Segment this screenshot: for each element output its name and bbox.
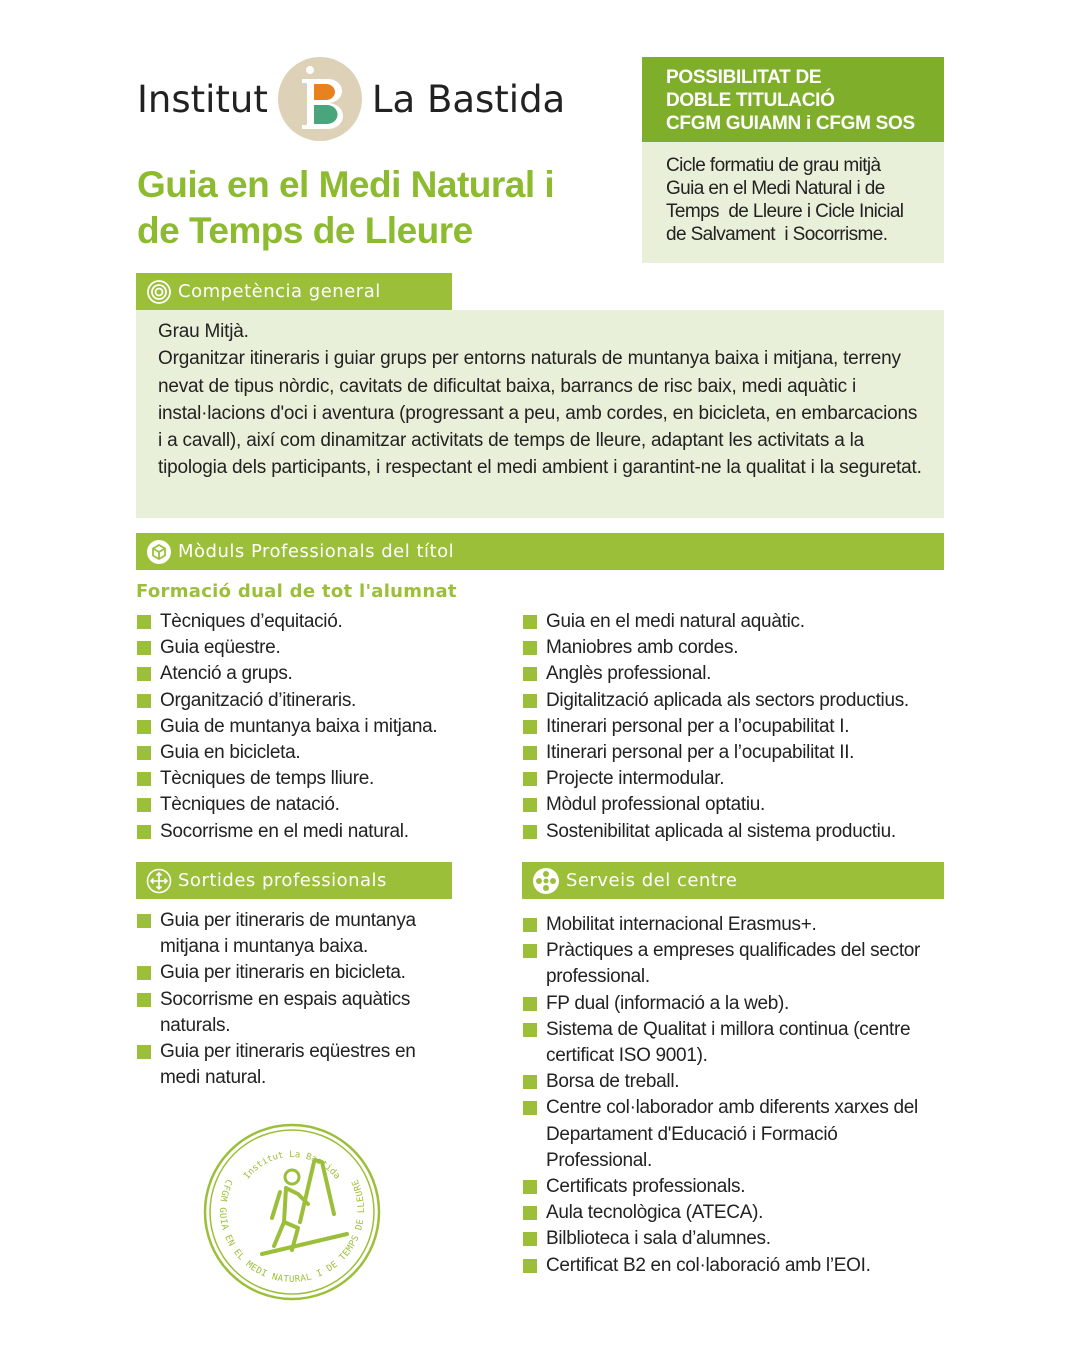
list-item: Borsa de treball. [522, 1069, 942, 1095]
moduls-list-right [522, 609, 952, 845]
list-item: Pràctiques a empreses qualificades del sector professional. [522, 938, 942, 990]
body-line: Guia en el Medi Natural i de [666, 178, 885, 199]
list-item: Certificat B2 en col·laboració amb l’EOI. [522, 1253, 942, 1279]
section-title: Mòduls Professionals del títol [178, 541, 455, 562]
section-title: Serveis del centre [566, 870, 738, 891]
list-item: Guia per itineraris de muntanya mitjana i muntanya baixa. [136, 908, 456, 960]
list-item: Maniobres amb cordes. [522, 635, 952, 661]
list-item: Guia per itineraris eqüestres en medi natural. [136, 1039, 456, 1091]
double-degree-body [642, 142, 944, 258]
institut-logo [137, 56, 565, 142]
list-item: Organització d’itineraris. [136, 688, 496, 714]
list-item: Mòdul professional optatiu. [522, 792, 952, 818]
double-degree-header [642, 57, 944, 142]
list-item: Tècniques de natació. [136, 792, 496, 818]
list-item: Projecte intermodular. [522, 766, 952, 792]
page-title [137, 162, 554, 254]
course-stamp [202, 1122, 382, 1307]
serveis-heading [522, 862, 944, 899]
svg-text:CFGM GUIA EN EL MEDI NATURAL I: CFGM GUIA EN EL MEDI NATURAL I DE TEMPS DE LLEURE [216, 1177, 368, 1285]
list-item: Bilblioteca i sala d’alumnes. [522, 1226, 942, 1252]
section-title: Competència general [178, 281, 381, 302]
list-item: Certificats professionals. [522, 1174, 942, 1200]
header-line: CFGM GUIAMN i CFGM SOS [666, 113, 915, 134]
level: Grau Mitjà. [158, 321, 249, 342]
logo-text-right: La Bastida [371, 77, 566, 121]
moduls-list-left [136, 609, 496, 845]
list-item: Tècniques d’equitació. [136, 609, 496, 635]
moduls-heading [136, 533, 944, 570]
list-item: Socorrisme en espais aquàtics naturals. [136, 987, 456, 1039]
list-item: Itinerari personal per a l’ocupabilitat II. [522, 740, 952, 766]
list-item: Guia eqüestre. [136, 635, 496, 661]
header-line: POSSIBILITAT DE [666, 67, 822, 88]
services-icon [532, 867, 560, 895]
competencia-body [136, 310, 944, 518]
list-item: Guia de muntanya baixa i mitjana. [136, 714, 496, 740]
double-degree-box [642, 57, 944, 263]
list-item: Sistema de Qualitat i millora continua (centre certificat ISO 9001). [522, 1017, 942, 1069]
serveis-list [522, 912, 942, 1279]
body-line: Cicle formatiu de grau mitjà [666, 155, 881, 176]
compass-arrows-icon [146, 868, 172, 894]
cube-icon [146, 539, 172, 565]
logo-text-left: Institut [137, 77, 268, 121]
list-item: Centre col·laborador amb diferents xarxes del Departament d'Educació i Formació Professional. [522, 1095, 942, 1174]
list-item: FP dual (informació a la web). [522, 991, 942, 1017]
list-item: Aula tecnològica (ATECA). [522, 1200, 942, 1226]
competencia-text: Organitzar itineraris i guiar grups per entorns naturals de muntanya baixa i mitjana, terreny nevat de tipus nòrdic, cavitats de dificultat baixa, barrancs de risc baix, medi aquàtic i instal·lacions d'oci i aventura (progressant a peu, amb cordes, en bicicleta, en embarcacions i a cavall), així com dinamitzar activitats de temps de lleure, adaptant les activitats a la tipologia dels participants, i respectant el medi ambient i garantint-ne la qualitat i la seguretat. [158, 348, 922, 479]
logo-ib-icon [278, 57, 362, 141]
section-title: Sortides professionals [178, 870, 387, 891]
title-line: de Temps de Lleure [137, 210, 473, 251]
list-item: Atenció a grups. [136, 661, 496, 687]
list-item: Mobilitat internacional Erasmus+. [522, 912, 942, 938]
svg-text:Institut La Bastida: Institut La Bastida [242, 1150, 342, 1182]
sortides-list [136, 908, 456, 1091]
header-line: DOBLE TITULACIÓ [666, 90, 835, 111]
body-line: de Salvament i Socorrisme. [666, 224, 888, 245]
dual-subheading: Formació dual de tot l'alumnat [136, 581, 457, 602]
list-item: Anglès professional. [522, 661, 952, 687]
title-line: Guia en el Medi Natural i [137, 164, 555, 205]
list-item: Digitalització aplicada als sectors productius. [522, 688, 952, 714]
list-item: Itinerari personal per a l’ocupabilitat I. [522, 714, 952, 740]
sortides-heading [136, 862, 452, 899]
list-item: Tècniques de temps lliure. [136, 766, 496, 792]
list-item: Guia per itineraris en bicicleta. [136, 960, 456, 986]
competencia-heading [136, 273, 452, 310]
list-item: Sostenibilitat aplicada al sistema productiu. [522, 819, 952, 845]
list-item: Guia en el medi natural aquàtic. [522, 609, 952, 635]
list-item: Guia en bicicleta. [136, 740, 496, 766]
list-item: Socorrisme en el medi natural. [136, 819, 496, 845]
body-line: Temps de Lleure i Cicle Inicial [666, 201, 904, 222]
target-icon [146, 279, 172, 305]
